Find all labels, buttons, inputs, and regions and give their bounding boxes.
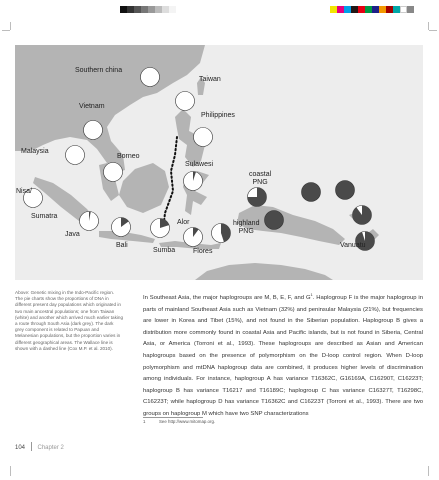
pie-base [302,183,321,202]
pie-base [104,163,123,182]
page-number: 104 [15,445,26,451]
pie-chart [265,211,284,230]
grayscale-calibration-bar [120,6,176,13]
map-label-coastal-png: coastal PNG [249,171,272,186]
map-label-sumatra: Sumatra [31,213,58,220]
pie-chart [104,163,123,182]
crop-mark [10,466,11,476]
pie-base [84,121,103,140]
pie-base [66,146,85,165]
map-label-bali: Bali [116,242,128,249]
map-label-flores: Flores [193,248,213,255]
pie-chart [302,183,321,202]
map-label-highland-png: highland PNG [233,220,260,235]
crop-mark [428,466,429,476]
crop-mark [10,22,11,30]
page-footer [15,442,64,451]
footnote [143,419,423,424]
crop-mark [429,30,437,31]
pie-chart [212,224,231,243]
map-label-vanuatu: Vanuatu [340,242,366,249]
map-figure [15,45,423,280]
crop-mark [2,30,10,31]
crop-mark [428,22,429,30]
pie-chart [66,146,85,165]
pie-chart [84,121,103,140]
footnote-number: 1 [143,419,146,424]
pie-chart [184,228,203,247]
chapter-label: Chapter 2 [37,445,64,451]
footnote-text: See http://www.mitomap.org. [159,419,216,424]
map-label-java: Java [65,231,80,238]
map-label-alor: Alor [177,219,190,226]
color-calibration-bar [330,6,414,13]
body-paragraph [143,289,423,421]
map-label-vietnam: Vietnam [79,103,105,110]
map-label-borneo: Borneo [117,153,140,160]
pie-chart [141,68,160,87]
body-text-rest: . Haplogroup F is the major haplogroup in parts of mainland Southeast Asia such as Vietnam (32%) and peninsular Malaysia (21%), but frequencies are lower in Korea and Tibet (15%), and not found in the Siberian population. Haplogroup B gives a distribution more commonly found in coastal Asia and Pacific islands, but is not found in Siberia, Central Asia, or America (Torroni et al., 1993). These haplogroups are described as Asian and American haplogroups based on the presence of polymorphism on the D-loop control region. When D-loop polymorphism and mtDNA haplogroup data are combined, it produces higher levels of discrimination among individuals. For instance, haplogroup A has variance T16362C, G16169A, C16290T, C16223T; haplogroup B has variance T16217 and T16189C; haplogroup C has variance C16327T, T16298C, C16223T; while haplogroup D has variance T16362C and C16223T (Torroni et al., 1993). There are two groups on haplogroup M which have two SNP characterizations [143,294,423,417]
map-label-philippines: Philippines [201,112,235,119]
body-text-start: In Southeast Asia, the major haplogroups are M, B, E, F, and G [143,294,311,301]
pie-dark-slice [353,206,372,225]
pie-chart [336,181,355,200]
map-label-sulawesi: Sulawesi [185,161,214,168]
pie-chart [176,92,195,111]
map-label-sumba: Sumba [153,247,176,254]
footer-separator [31,442,32,451]
pie-chart [353,206,372,225]
pie-chart [248,188,267,207]
pie-base [336,181,355,200]
pie-chart [184,172,203,191]
footnote-rule [143,417,203,418]
pie-base [141,68,160,87]
pie-base [176,92,195,111]
pie-chart [112,218,131,237]
map-label-malaysia: Malaysia [21,148,49,155]
page-header-strip [0,0,439,30]
figure-caption: Above: Genetic mixing in the Indo-Pacific region. The pie charts show the proportions of DNA in different present day populations which originated in two main ancestral populations; one from Taiwan (white) and another which arrived much earlier taking a route through South Asia (dark grey). The dark grey component is related to Papuan and Melanesian populations, but the proportion varies in different geographical areas. The Wallace line is shown with a dashed line (Cox M.P. et al. 2010). [15,290,124,351]
footnote-reference: 1 [310,292,313,297]
pie-chart [194,128,213,147]
map-label-southern-china: Southern china [75,67,123,74]
map-label-taiwan: Taiwan [199,76,221,83]
pie-chart [151,219,170,238]
pie-chart [80,211,99,230]
pie-base [194,128,213,147]
pie-base [265,211,284,230]
map-label-nisa: Nisa/ [16,188,32,195]
